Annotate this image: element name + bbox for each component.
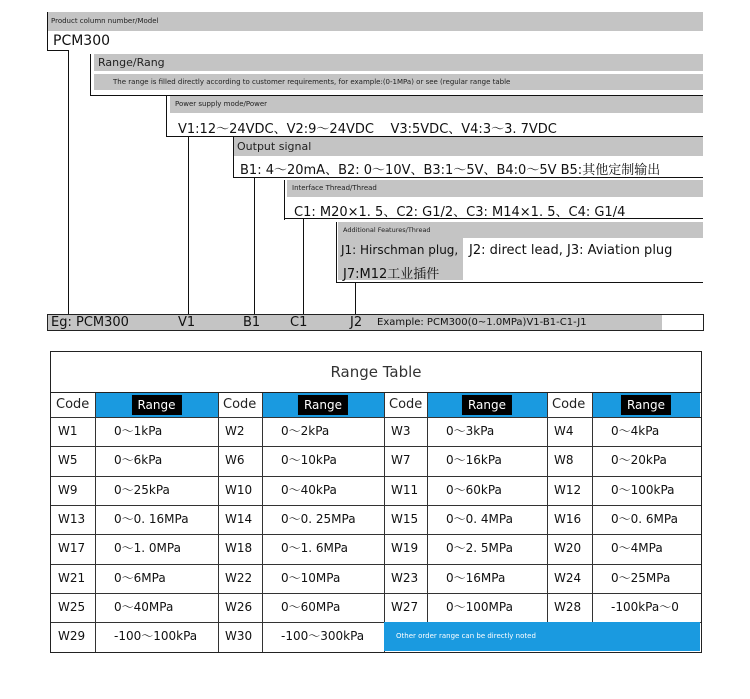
header-range-label: Range bbox=[298, 395, 348, 415]
header-divider bbox=[592, 393, 593, 417]
range-value: 0～40kPa bbox=[281, 482, 337, 497]
range-code: W10 bbox=[225, 482, 253, 497]
range-value: 0～4MPa bbox=[611, 541, 663, 556]
range-code: W17 bbox=[58, 541, 86, 556]
range-value: 0～60MPa bbox=[281, 599, 341, 614]
range-code: W28 bbox=[554, 599, 582, 614]
range-code: W2 bbox=[225, 424, 245, 438]
header-divider bbox=[547, 393, 548, 417]
range-value: 0～10kPa bbox=[281, 453, 337, 468]
example-eg: Eg: PCM300 bbox=[51, 315, 129, 330]
output-options: B1: 4～20mA、B2: 0～10V、B3:1～5V、B4:0～5V B5:其他定制输出 bbox=[240, 163, 661, 178]
range-value: -100～300kPa bbox=[281, 629, 365, 644]
range-code: W25 bbox=[58, 599, 86, 614]
range-value: 0～100kPa bbox=[611, 482, 675, 497]
example-bar bbox=[47, 314, 704, 331]
range-code: W22 bbox=[225, 570, 253, 585]
column-divider bbox=[592, 417, 593, 622]
range-value: 0～2kPa bbox=[281, 424, 330, 438]
header-divider bbox=[218, 393, 219, 417]
features-underline bbox=[336, 282, 703, 283]
header-divider bbox=[384, 393, 385, 417]
model-value: PCM300 bbox=[53, 33, 111, 49]
range-code: W24 bbox=[554, 570, 582, 585]
range-value: 0～16MPa bbox=[446, 570, 506, 585]
range-value: 0～25MPa bbox=[611, 570, 671, 585]
column-divider bbox=[95, 417, 96, 652]
header-range bbox=[427, 393, 547, 417]
range-caption-bar bbox=[94, 54, 703, 71]
range-value: -100kPa～0 bbox=[611, 599, 679, 614]
example-b: B1 bbox=[243, 315, 261, 330]
range-value: 0～3kPa bbox=[446, 424, 495, 438]
header-code: Code bbox=[223, 397, 257, 412]
model-branch-line bbox=[68, 50, 69, 314]
range-code: W13 bbox=[58, 511, 86, 526]
power-options: V1:12～24VDC、V2:9～24VDC V3:5VDC、V4:3～3. 7VDC bbox=[178, 122, 557, 137]
header-range-label: Range bbox=[131, 395, 181, 415]
header-range-label: Range bbox=[462, 395, 512, 415]
column-divider bbox=[547, 417, 548, 622]
range-code: W20 bbox=[554, 541, 582, 556]
range-code: W21 bbox=[58, 570, 86, 585]
range-code: W6 bbox=[225, 453, 245, 468]
range-branch-line bbox=[90, 54, 91, 95]
thread-caption: Interface Thread/Thread bbox=[292, 184, 377, 192]
features-bracket-line bbox=[336, 222, 337, 282]
range-desc: The range is filled directly according to customer requirements, for example:(0-1MPa) or see (regular range table bbox=[113, 78, 511, 86]
range-value: 0～0. 6MPa bbox=[611, 511, 678, 526]
range-value: 0～16kPa bbox=[446, 453, 502, 468]
range-value: 0～1. 0MPa bbox=[114, 541, 181, 556]
power-caption: Power supply mode/Power bbox=[175, 100, 268, 108]
range-value: 0～100MPa bbox=[446, 599, 513, 614]
header-divider bbox=[427, 393, 428, 417]
output-branch-line bbox=[254, 177, 255, 314]
power-bracket-line bbox=[166, 96, 167, 136]
example-j: J2 bbox=[350, 315, 363, 330]
range-code: W11 bbox=[391, 482, 419, 497]
feature-j1: J1: Hirschman plug, bbox=[341, 243, 459, 257]
range-code: W9 bbox=[58, 482, 78, 497]
range-code: W14 bbox=[225, 511, 253, 526]
feature-j2-j3: J2: direct lead, J3: Aviation plug bbox=[469, 243, 673, 258]
range-value: 0～2. 5MPa bbox=[446, 541, 513, 556]
range-table-title: Range Table bbox=[330, 363, 422, 381]
features-caption: Additional Features/Thread bbox=[343, 226, 431, 234]
header-divider bbox=[262, 393, 263, 417]
range-code: W3 bbox=[391, 424, 411, 438]
column-divider bbox=[384, 417, 385, 652]
range-code: W8 bbox=[554, 453, 574, 468]
example-v: V1 bbox=[178, 315, 196, 330]
model-stub-line bbox=[47, 50, 69, 51]
range-value: 0～0. 16MPa bbox=[114, 511, 189, 526]
range-note: Other order range can be directly noted bbox=[384, 622, 700, 651]
range-code: W12 bbox=[554, 482, 582, 497]
thread-bracket-line bbox=[284, 180, 285, 220]
column-divider bbox=[218, 417, 219, 652]
range-code: W23 bbox=[391, 570, 419, 585]
range-value: 0～4kPa bbox=[611, 424, 660, 438]
column-divider bbox=[427, 417, 428, 622]
model-caption: Product column number/Model bbox=[51, 17, 159, 25]
feature-j7: J7:M12工业插件 bbox=[343, 267, 440, 282]
range-value: 0～60kPa bbox=[446, 482, 502, 497]
range-value: 0～10MPa bbox=[281, 570, 341, 585]
power-branch-line bbox=[188, 136, 189, 314]
range-value: 0～25kPa bbox=[114, 482, 170, 497]
range-value: 0～0. 25MPa bbox=[281, 511, 356, 526]
header-range-label: Range bbox=[621, 395, 671, 415]
range-value: 0～20kPa bbox=[611, 453, 667, 468]
range-code: W19 bbox=[391, 541, 419, 556]
range-code: W30 bbox=[225, 629, 253, 644]
output-caption: Output signal bbox=[237, 140, 312, 153]
example-c: C1 bbox=[290, 315, 308, 330]
range-value: 0～0. 4MPa bbox=[446, 511, 513, 526]
range-code: W5 bbox=[58, 453, 78, 468]
model-left-line bbox=[47, 12, 48, 50]
range-code: W7 bbox=[391, 453, 411, 468]
range-code: W16 bbox=[554, 511, 582, 526]
range-code: W15 bbox=[391, 511, 419, 526]
range-code: W4 bbox=[554, 424, 574, 438]
range-table bbox=[50, 351, 702, 653]
range-value: 0～1. 6MPa bbox=[281, 541, 348, 556]
features-branch-line bbox=[355, 282, 356, 314]
range-caption: Range/Rang bbox=[98, 56, 165, 69]
range-code: W27 bbox=[391, 599, 419, 614]
range-value: 0～1kPa bbox=[114, 424, 163, 438]
header-code: Code bbox=[552, 397, 586, 412]
thread-options: C1: M20×1. 5、C2: G1/2、C3: M14×1. 5、C4: G1/4 bbox=[294, 205, 626, 220]
header-range bbox=[95, 393, 218, 417]
header-code: Code bbox=[389, 397, 423, 412]
thread-branch-line bbox=[303, 218, 304, 314]
range-value: -100～100kPa bbox=[114, 629, 198, 644]
header-divider bbox=[95, 393, 96, 417]
range-value: 0～6kPa bbox=[114, 453, 163, 468]
header-range bbox=[592, 393, 700, 417]
range-code: W18 bbox=[225, 541, 253, 556]
header-range bbox=[262, 393, 384, 417]
example-text: Example: PCM300(0~1.0MPa)V1-B1-C1-J1 bbox=[377, 317, 587, 328]
column-divider bbox=[262, 417, 263, 652]
range-code: W1 bbox=[58, 424, 78, 438]
range-underline bbox=[90, 95, 703, 96]
range-code: W26 bbox=[225, 599, 253, 614]
header-code: Code bbox=[56, 397, 90, 412]
range-value: 0～40MPa bbox=[114, 599, 174, 614]
range-code: W29 bbox=[58, 629, 86, 644]
example-bar-gap bbox=[662, 315, 703, 330]
output-bracket-line bbox=[233, 137, 234, 178]
range-value: 0～6MPa bbox=[114, 570, 166, 585]
